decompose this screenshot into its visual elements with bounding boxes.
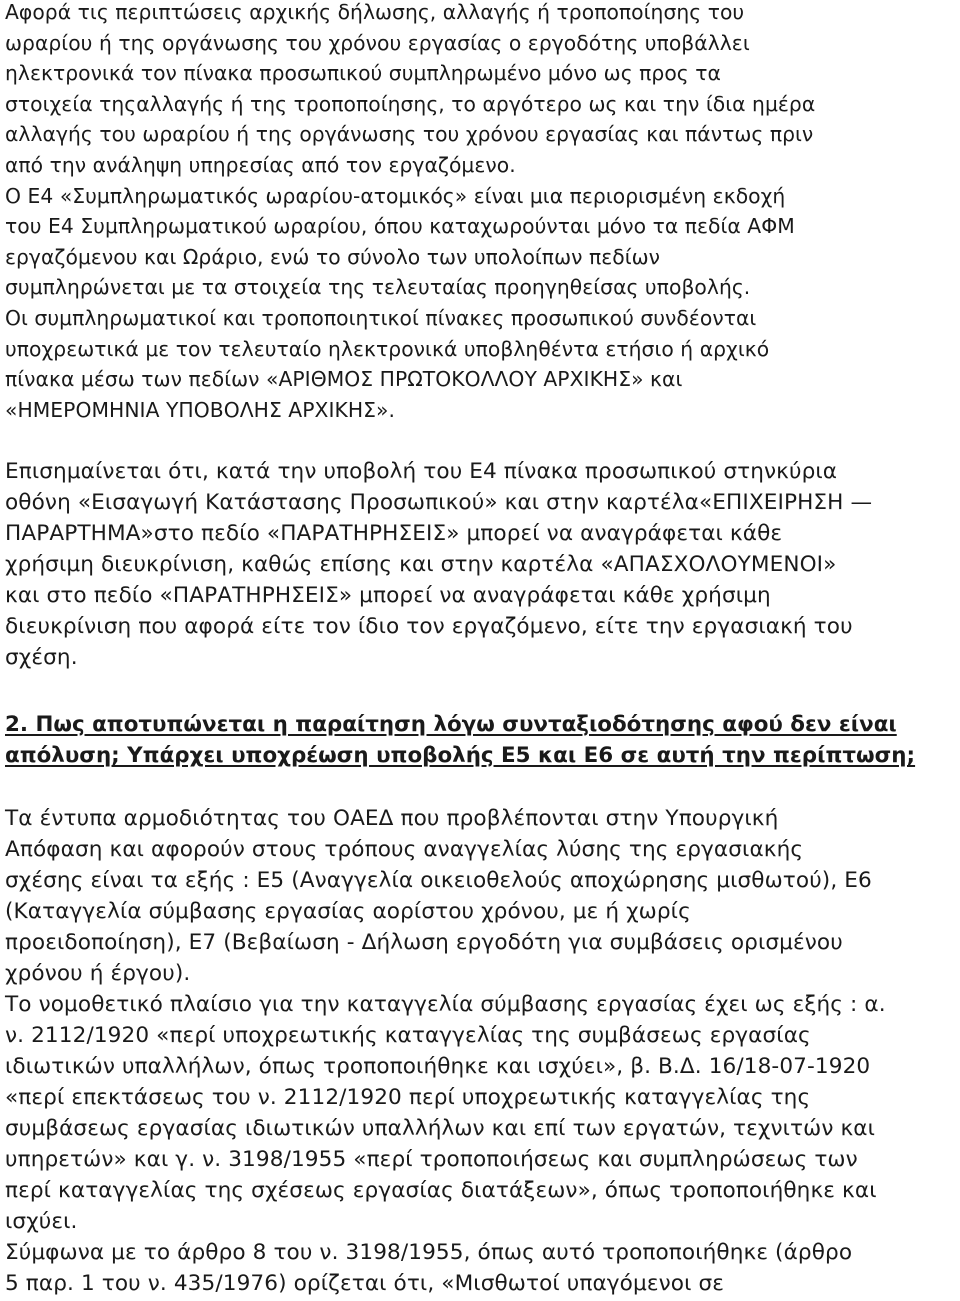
paragraph-line: πίνακα μέσω των πεδίων «ΑΡΙΘΜΟΣ ΠΡΩΤΟΚΟΛΛΟΥ ΑΡΧΙΚΗΣ» και (5, 367, 683, 392)
paragraph-line: ΠΑΡΑΡΤΗΜΑ»στο πεδίο «ΠΑΡΑΤΗΡΗΣΕΙΣ» μπορεί να αναγράφεται κάθε (5, 521, 783, 546)
paragraph-line: οθόνη «Εισαγωγή Κατάστασης Προσωπικού» και στην καρτέλα«ΕΠΙΧΕΙΡΗΣΗ — (5, 490, 873, 515)
paragraph-line: χρήσιμη διευκρίνιση, καθώς επίσης και στην καρτέλα «ΑΠΑΣΧΟΛΟΥΜΕΝΟΙ» (5, 552, 837, 577)
paragraph-line: διευκρίνιση που αφορά είτε τον ίδιο τον εργαζόμενο, είτε την εργασιακή του (5, 614, 853, 639)
paragraph-line: Το νομοθετικό πλαίσιο για την καταγγελία σύμβασης εργασίας έχει ως εξής : α. (5, 992, 886, 1017)
paragraph-line: ν. 2112/1920 «περί υποχρεωτικής καταγγελίας της συμβάσεως εργασίας (5, 1023, 811, 1048)
paragraph-schedule-declaration (5, 0, 815, 425)
paragraph-line: Οι συμπληρωματικοί και τροποποιητικοί πίνακες προσωπικού συνδέονται (5, 305, 757, 330)
heading-line: απόλυση; Υπάρχει υποχρέωση υποβολής Ε5 και Ε6 σε αυτή την περίπτωση; (5, 743, 916, 768)
paragraph-line: Επισημαίνεται ότι, κατά την υποβολή του Ε4 πίνακα προσωπικού στηνκύρια (5, 459, 838, 484)
paragraph-line: από την ανάληψη υπηρεσίας από τον εργαζόμενο. (5, 152, 516, 177)
paragraph-line: υποχρεωτικά με τον τελευταίο ηλεκτρονικά υποβληθέντα ετήσιο ή αρχικό (5, 336, 770, 361)
paragraph-line: (Καταγγελία σύμβασης εργασίας αορίστου χρόνου, με ή χωρίς (5, 899, 691, 924)
paragraph-line: σχέση. (5, 645, 78, 670)
paragraph-remarks-note (5, 456, 872, 673)
paragraph-line: και στο πεδίο «ΠΑΡΑΤΗΡΗΣΕΙΣ» μπορεί να αναγράφεται κάθε χρήσιμη (5, 583, 771, 608)
paragraph-line: στοιχεία τηςαλλαγής ή της τροποποίησης, το αργότερο ως και την ίδια ημέρα (5, 91, 816, 116)
paragraph-line: του Ε4 Συμπληρωματικού ωραρίου, όπου καταχωρούνται μόνο τα πεδία ΑΦΜ (5, 214, 795, 239)
paragraph-line: περί καταγγελίας της σχέσεως εργασίας διατάξεων», όπως τροποποιήθηκε και (5, 1178, 877, 1203)
paragraph-line: «περί επεκτάσεως του ν. 2112/1920 περί υποχρεωτικής καταγγελίας της (5, 1085, 811, 1110)
paragraph-line: εργαζόμενου και Ωράριο, ενώ το σύνολο των υπολοίπων πεδίων (5, 244, 661, 269)
heading-line: 2. Πως αποτυπώνεται η παραίτηση λόγω συνταξιοδότησης αφού δεν είναι (5, 712, 897, 737)
paragraph-line: χρόνου ή έργου). (5, 961, 191, 986)
paragraph-line: συμβάσεως εργασίας ιδιωτικών υπαλλήλων και επί των εργατών, τεχνιτών και (5, 1116, 876, 1141)
paragraph-line: ηλεκτρονικά τον πίνακα προσωπικού συμπληρωμένο μόνο ως προς τα (5, 61, 721, 86)
paragraph-line: «ΗΜΕΡΟΜΗΝΙΑ ΥΠΟΒΟΛΗΣ ΑΡΧΙΚΗΣ». (5, 397, 395, 422)
paragraph-line: προειδοποίηση), Ε7 (Βεβαίωση - Δήλωση εργοδότη για συμβάσεις ορισμένου (5, 930, 843, 955)
paragraph-line: 5 παρ. 1 του ν. 435/1976) ορίζεται ότι, «Μισθωτοί υπαγόμενοι σε (5, 1271, 725, 1296)
paragraph-answer-termination-forms (5, 803, 886, 1299)
paragraph-line: Σύμφωνα με το άρθρο 8 του ν. 3198/1955, όπως αυτό τροποποιήθηκε (άρθρο (5, 1240, 853, 1265)
paragraph-line: αλλαγής του ωραρίου ή της οργάνωσης του χρόνου εργασίας και πάντως πριν (5, 122, 814, 147)
section-heading-question-2 (5, 709, 915, 771)
paragraph-line: Τα έντυπα αρμοδιότητας του ΟΑΕΔ που προβλέπονται στην Υπουργική (5, 806, 779, 831)
paragraph-line: Απόφαση και αφορούν στους τρόπους αναγγελίας λύσης της εργασιακής (5, 837, 804, 862)
paragraph-line: συμπληρώνεται με τα στοιχεία της τελευταίας προηγηθείσας υποβολής. (5, 275, 751, 300)
paragraph-line: ιδιωτικών υπαλλήλων, όπως τροποποιήθηκε και ισχύει», β. Β.Δ. 16/18-07-1920 (5, 1054, 871, 1079)
paragraph-line: Ο Ε4 «Συμπληρωματικός ωραρίου-ατομικός» είναι μια περιορισμένη εκδοχή (5, 183, 786, 208)
paragraph-line: Αφορά τις περιπτώσεις αρχικής δήλωσης, αλλαγής ή τροποποίησης του (5, 0, 745, 24)
paragraph-line: σχέσης είναι τα εξής : Ε5 (Αναγγελία οικειοθελούς αποχώρησης μισθωτού), Ε6 (5, 868, 872, 893)
paragraph-line: υπηρετών» και γ. ν. 3198/1955 «περί τροποποιήσεως και συμπληρώσεως των (5, 1147, 858, 1172)
paragraph-line: ωραρίου ή της οργάνωσης του χρόνου εργασίας ο εργοδότης υποβάλλει (5, 30, 750, 55)
paragraph-line: ισχύει. (5, 1209, 78, 1234)
